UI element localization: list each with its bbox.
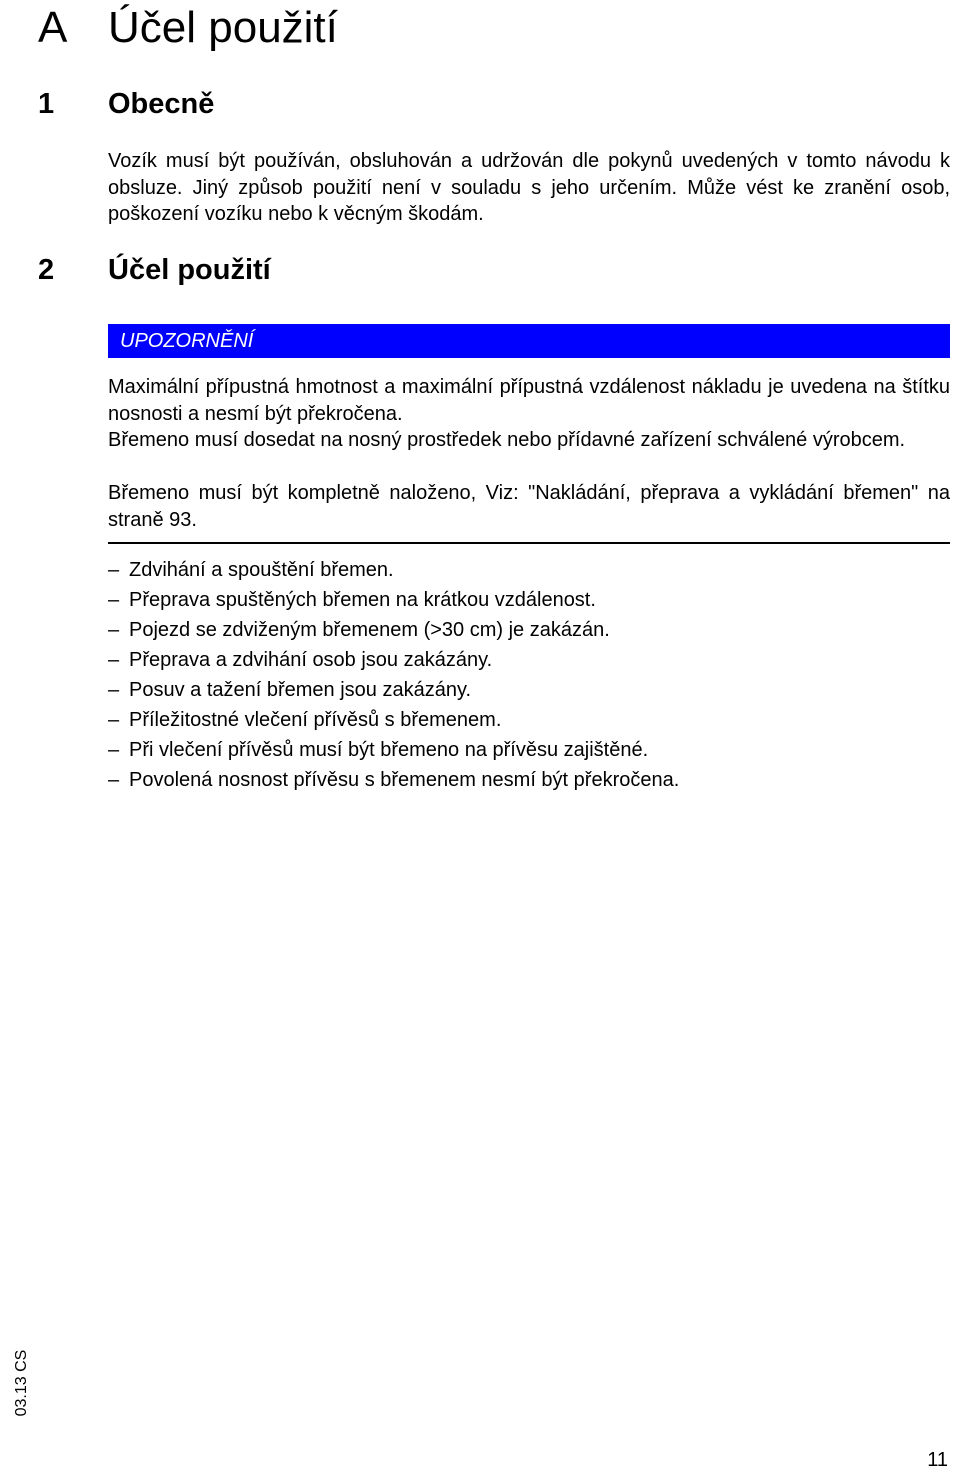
section-1-title: Obecně <box>108 88 215 120</box>
list-item-text: Pojezd se zdviženým břemenem (>30 cm) je zakázán. <box>129 619 610 641</box>
list-item <box>108 677 950 707</box>
list-dash: – <box>108 739 120 761</box>
list-item-text: Přeprava a zdvihání osob jsou zakázány. <box>129 649 493 671</box>
list-item <box>108 587 950 617</box>
list-item <box>108 647 950 677</box>
warning-paragraph-load-seating: Břemeno musí dosedat na nosný prostředek nebo přídavné zařízení schválené výrobcem. <box>108 429 906 451</box>
usage-list <box>108 557 950 797</box>
list-item <box>108 557 950 587</box>
section-1-paragraph: Vozík musí být používán, obsluhován a udržován dle pokynů uvedených v tomto návodu k obsluze. Jiný způsob použití není v souladu s jeho určením. Může vést ke zranění osob, poškození vozíku nebo k věcným škodám. <box>108 150 950 225</box>
list-item <box>108 767 950 797</box>
list-dash: – <box>108 589 120 611</box>
warning-divider <box>108 542 950 544</box>
list-dash: – <box>108 679 120 701</box>
warning-paragraph-load-complete: Břemeno musí být kompletně naloženo, Viz: "Nakládání, přeprava a vykládání břemen" na straně 93. <box>108 482 950 531</box>
warning-paragraph-load-limits: Maximální přípustná hmotnost a maximální přípustná vzdálenost nákladu je uvedena na štítku nosnosti a nesmí být překročena. <box>108 376 950 425</box>
document-code: 03.13 CS <box>13 1349 30 1417</box>
section-1-number: 1 <box>38 88 55 120</box>
list-item-text: Zdvihání a spouštění břemen. <box>129 559 394 581</box>
chapter-title: Účel použití <box>108 3 338 52</box>
section-2-number: 2 <box>38 254 55 286</box>
list-item-text: Posuv a tažení břemen jsou zakázány. <box>129 679 472 701</box>
list-dash: – <box>108 559 120 581</box>
list-item <box>108 707 950 737</box>
list-item-text: Při vlečení přívěsů musí být břemeno na přívěsu zajištěné. <box>129 739 649 761</box>
chapter-letter: A <box>38 3 68 52</box>
list-item-text: Přeprava spuštěných břemen na krátkou vzdálenost. <box>129 589 596 611</box>
list-dash: – <box>108 649 120 671</box>
list-item <box>108 617 950 647</box>
section-2-title: Účel použití <box>108 254 271 286</box>
warning-banner <box>108 324 950 358</box>
list-dash: – <box>108 619 120 641</box>
list-item-text: Povolená nosnost přívěsu s břemenem nesmí být překročena. <box>129 769 680 791</box>
list-item-text: Příležitostné vlečení přívěsů s břemenem. <box>129 709 502 731</box>
list-dash: – <box>108 709 120 731</box>
list-item <box>108 737 950 767</box>
warning-label: UPOZORNĚNÍ <box>120 330 254 352</box>
list-dash: – <box>108 769 120 791</box>
page-number: 11 <box>927 1449 948 1471</box>
